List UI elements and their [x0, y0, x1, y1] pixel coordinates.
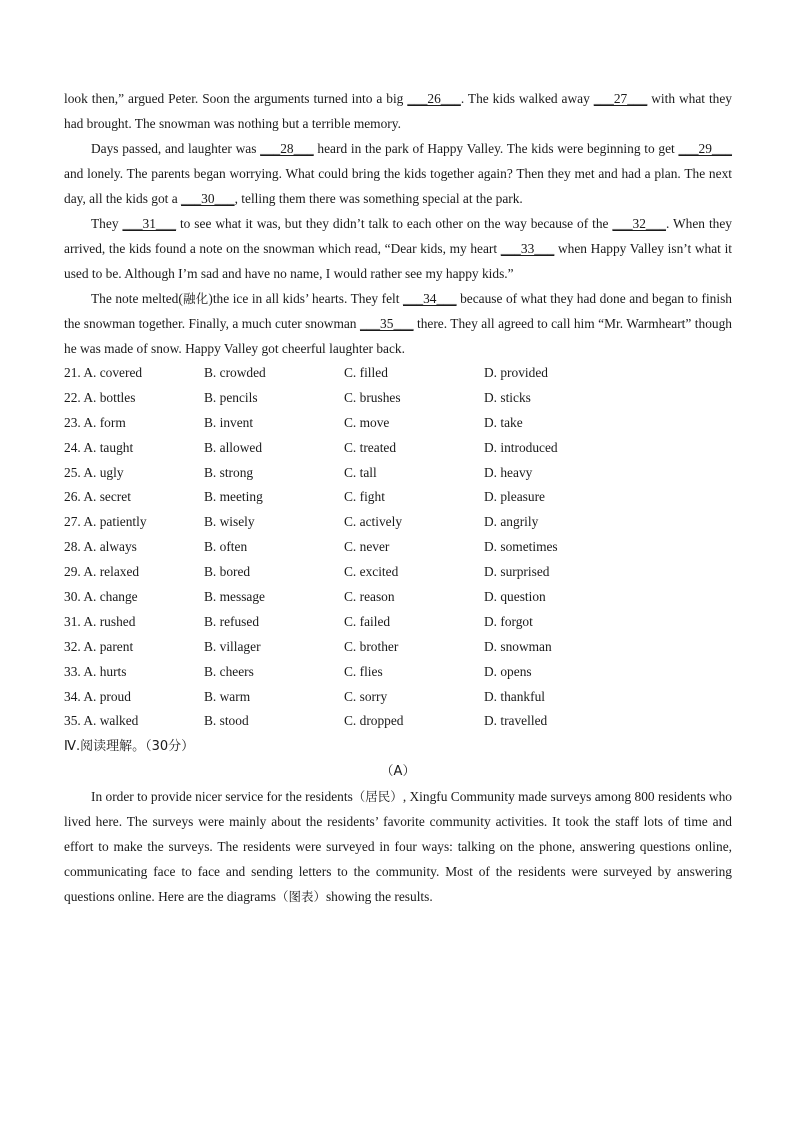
gloss: （图表）: [275, 889, 326, 905]
passage-paragraph-4: [64, 286, 732, 361]
option-c: C. brother: [344, 638, 399, 654]
option-c: C. treated: [344, 439, 397, 455]
option-d: D. snowman: [484, 638, 552, 654]
blank-30: ___30___: [181, 191, 235, 206]
option-b: B. meeting: [204, 489, 263, 505]
text: The note melted(: [91, 291, 183, 306]
blank-28: ___28___: [260, 141, 314, 156]
option-row-29: [64, 560, 732, 585]
option-a: 35. A. walked: [64, 713, 139, 729]
text: In order to provide nicer service for the residents: [91, 789, 353, 805]
option-d: D. sticks: [484, 389, 531, 405]
option-b: B. allowed: [204, 439, 263, 455]
option-row-33: [64, 660, 732, 685]
option-row-30: [64, 585, 732, 610]
option-b: B. invent: [204, 414, 254, 430]
blank-31: ___31___: [122, 216, 177, 231]
option-row-25: [64, 461, 732, 486]
option-c: C. flies: [344, 663, 383, 679]
option-b: B. wisely: [204, 514, 255, 530]
option-d: D. heavy: [484, 464, 533, 480]
option-b: B. cheers: [204, 663, 254, 679]
option-row-23: [64, 411, 732, 436]
blank-35: ___35___: [359, 316, 414, 331]
option-a: 24. A. taught: [64, 439, 134, 455]
blank-26: ___26___: [407, 91, 461, 106]
option-d: D. surprised: [484, 564, 550, 580]
text: to see what it was, but they didn’t talk to each other on the way because of the: [176, 216, 613, 231]
option-b: B. refused: [204, 613, 260, 629]
option-d: D. forgot: [484, 613, 533, 629]
option-b: B. bored: [204, 564, 251, 580]
section-title: Ⅳ.阅读理解。（30分）: [64, 739, 195, 755]
text: They: [91, 216, 123, 231]
option-row-28: [64, 535, 732, 560]
option-a: 22. A. bottles: [64, 389, 136, 405]
option-d: D. angrily: [484, 514, 539, 530]
option-a: 28. A. always: [64, 539, 137, 555]
blank-29: ___29___: [678, 141, 732, 156]
option-b: B. stood: [204, 713, 249, 729]
blank-32: ___32___: [612, 216, 666, 231]
option-c: C. tall: [344, 464, 377, 480]
text: with what they had brought. The snowman was nothing but a terrible memory.: [64, 91, 733, 131]
option-a: 23. A. form: [64, 414, 126, 430]
option-row-32: [64, 635, 732, 660]
text: showing the results.: [325, 889, 433, 905]
option-c: C. dropped: [344, 713, 404, 729]
option-a: 29. A. relaxed: [64, 564, 140, 580]
text: , telling them there was something special at the park.: [234, 191, 523, 206]
option-b: B. message: [204, 589, 265, 605]
section-subtitle: （A）: [380, 764, 416, 780]
text: because of what they had done and began to finish the snowman together. Finally, a much cuter snowman: [64, 291, 732, 331]
option-d: D. question: [484, 589, 546, 605]
option-c: C. sorry: [344, 688, 388, 704]
text: when Happy Valley isn’t what it used to be. Although I’m sad and have no name, I would rather see my happy kids.”: [64, 241, 733, 281]
blank-34: ___34___: [403, 291, 457, 306]
option-a: 32. A. parent: [64, 638, 134, 654]
option-b: B. strong: [204, 464, 254, 480]
text: heard in the park of Happy Valley. The kids were beginning to get: [313, 141, 679, 156]
option-row-35: [64, 709, 732, 734]
option-a: 30. A. change: [64, 589, 138, 605]
option-d: D. thankful: [484, 688, 545, 704]
option-c: C. actively: [344, 514, 403, 530]
option-b: B. warm: [204, 688, 251, 704]
option-b: B. pencils: [204, 389, 258, 405]
option-c: C. failed: [344, 613, 391, 629]
text: )the ice in all kids’ hearts. They felt: [208, 291, 403, 306]
passage-paragraph-1: [64, 86, 732, 136]
option-c: C. brushes: [344, 389, 401, 405]
option-a: 21. A. covered: [64, 365, 143, 380]
passage-paragraph-2: [64, 136, 732, 211]
passage-paragraph-3: [64, 211, 732, 286]
option-c: C. reason: [344, 589, 395, 605]
option-c: C. excited: [344, 564, 399, 580]
option-row-34: [64, 685, 732, 710]
option-d: D. opens: [484, 663, 532, 679]
blank-27: ___27___: [593, 91, 648, 106]
text: . When they arrived, the kids found a note on the snowman which read, “Dear kids, my heart: [64, 216, 732, 256]
option-row-26: [64, 485, 732, 510]
text: , Xingfu Community made surveys among 800 residents who lived here. The surveys were mainly about the residents’ favorite community activities. It took the staff lots of time and effort to make the surveys. The residents were surveyed in four ways: talking on the phone, answering questions online, communicating face to face and sending letters to the community. Most of the residents were surveyed by answering questions online. Here are the diagrams: [64, 789, 732, 905]
worksheet-page: [64, 86, 732, 909]
option-row-24: [64, 436, 732, 461]
option-c: C. never: [344, 539, 390, 555]
option-d: D. introduced: [484, 439, 558, 455]
option-row-27: [64, 510, 732, 535]
option-a: 34. A. proud: [64, 688, 131, 704]
option-row-31: [64, 610, 732, 635]
option-c: C. filled: [344, 365, 388, 380]
option-b: B. villager: [204, 638, 261, 654]
option-b: B. often: [204, 539, 248, 555]
option-d: D. sometimes: [484, 539, 558, 555]
text: . The kids walked away: [460, 91, 594, 106]
option-a: 25. A. ugly: [64, 464, 124, 480]
text: look then,” argued Peter. Soon the arguments turned into a big: [64, 91, 408, 106]
option-d: D. pleasure: [484, 489, 545, 505]
option-d: D. provided: [484, 365, 548, 380]
option-a: 26. A. secret: [64, 489, 131, 505]
option-row-21: [64, 361, 732, 386]
gloss: 融化: [182, 291, 209, 306]
option-row-22: [64, 386, 732, 411]
option-a: 27. A. patiently: [64, 514, 147, 530]
text: there. They all agreed to call him “Mr. Warmheart” though he was made of snow. Happy Valley got cheerful laughter back.: [64, 316, 732, 356]
option-a: 33. A. hurts: [64, 663, 127, 679]
option-c: C. move: [344, 414, 390, 430]
option-c: C. fight: [344, 489, 385, 505]
option-b: B. crowded: [204, 365, 266, 380]
gloss: （居民）: [352, 789, 403, 805]
text: and lonely. The parents began worrying. What could bring the kids together again? Then they met and had a plan. The next day, all the kids got a: [64, 166, 732, 206]
blank-33: ___33___: [500, 241, 555, 256]
options-list: [64, 361, 732, 734]
option-a: 31. A. rushed: [64, 613, 136, 629]
reading-paragraph: [64, 784, 732, 909]
option-d: D. take: [484, 414, 523, 430]
text: Days passed, and laughter was: [91, 141, 261, 156]
option-d: D. travelled: [484, 713, 548, 729]
